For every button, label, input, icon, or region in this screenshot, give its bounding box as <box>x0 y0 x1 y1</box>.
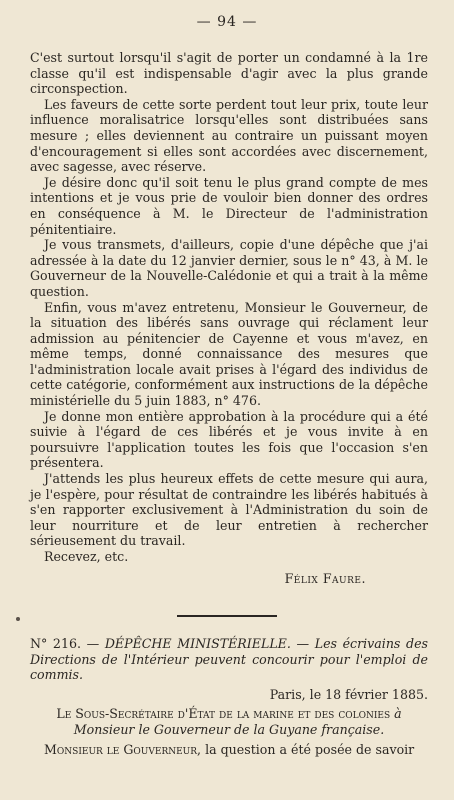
paragraph: Je désire donc qu'il soit tenu le plus grand compte de mes intentions et je vous prie de vouloir bien donner des ordres en conséquence à M. le Directeur de l'administration pénitentiaire. <box>30 174 428 237</box>
second-document <box>30 636 428 757</box>
page-number: — 94 — <box>196 14 258 30</box>
signature: Félix Faure. <box>284 570 366 586</box>
recipient: Monsieur le Gouverneur de la Guyane française. <box>73 721 385 737</box>
paragraph: J'attends les plus heureux effets de cette mesure qui aura, je l'espère, pour résultat de contraindre les libérés habitués à s'en rapporter exclusivement à l'Administration du soin de leur nourriture et de leur entretien à rechercher sérieusement du travail. <box>30 471 428 549</box>
paragraph: Je vous transmets, d'ailleurs, copie d'une dépêche que j'ai adressée à la date du 12 janvier dernier, sous le n° 43, à M. le Gouverneur de la Nouvelle-Calédonie et qui a trait à la même question. <box>30 237 428 299</box>
paragraph: C'est surtout lorsqu'il s'agit de porter un condamné à la 1re classe qu'il est indispensable d'agir avec la plus grande circonspection. <box>30 50 428 97</box>
margin-mark <box>16 617 20 621</box>
section-divider <box>177 615 277 617</box>
paragraph: Je donne mon entière approbation à la procédure qui a été suivie à l'égard de ces libérés et je vous invite à en poursuivre l'application toutes les fois que l'occasion s'en présentera. <box>30 408 428 471</box>
document-summary: — Les écrivains des Directions de l'Intérieur peuvent concourir pour l'emploi de commis. <box>30 636 428 683</box>
letter-body <box>30 50 428 586</box>
paragraph: Les faveurs de cette sorte perdent tout leur prix, toute leur influence moralisatrice lorsqu'elles sont distribuées sans mesure ; elles deviennent au contraire un puissant moyen d'encouragement si elles sont accordées avec discernement, avec sagesse, avec réserve. <box>30 96 428 175</box>
recipient-prefix: à <box>394 706 402 722</box>
paragraph: Enfin, vous m'avez entretenu, Monsieur le Gouverneur, de la situation des libérés sans ouvrage qui réclament leur admission au pénitencier de Cayenne et vous m'avez, en même temps, donné connaissance des mesures que l'administration locale avait prises à l'égard des individus de cette catégorie, conformément aux instructions de la dépêche ministérielle du 5 juin 1883, n° 476. <box>30 299 428 409</box>
document-date: Paris, le 18 février 1885. <box>269 686 428 702</box>
salutation: Monsieur le Gouverneur, <box>44 741 202 757</box>
document-number: N° 216. — <box>30 636 100 651</box>
sender: Le Sous-Secrétaire d'État de la marine et des colonies <box>56 706 391 722</box>
opening-line <box>30 742 428 758</box>
document-title: DÉPÊCHE MINISTÉRIELLE. <box>104 636 291 651</box>
document-addressing <box>30 706 428 737</box>
document-heading <box>30 636 428 683</box>
opening-text: la question a été posée de savoir <box>205 741 415 757</box>
paragraph: Recevez, etc. <box>44 549 129 564</box>
